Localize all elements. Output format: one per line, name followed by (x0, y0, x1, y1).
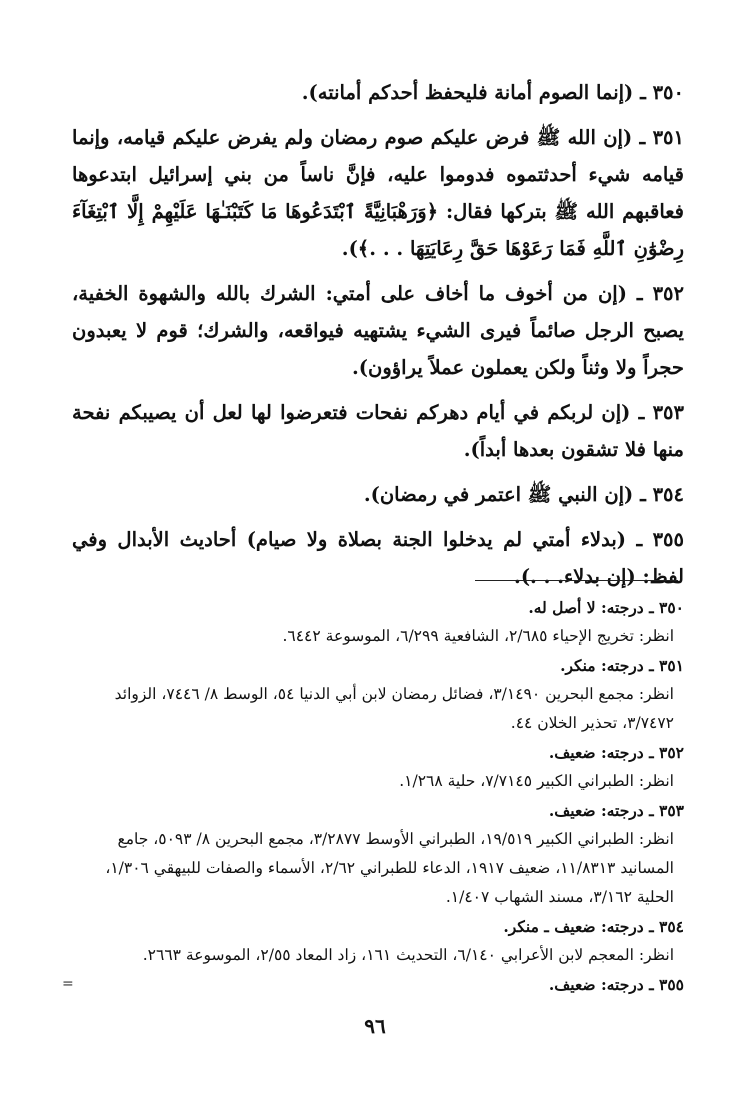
hadith-text: ـ (إن النبي ﷺ اعتمر في رمضان). (363, 483, 653, 506)
footnote-reference: انظر: تخريج الإحياء ٢/٦٨٥، الشافعية ٦/٢٩٩، الموسوعة ٦٤٤٢. (282, 627, 674, 645)
hadith-text: ـ (إنما الصوم أمانة فليحفظ أحدكم أمانته). (301, 81, 653, 104)
footnote-reference: انظر: المعجم لابن الأعرابي ٦/١٤٠، التحديث ١٦١، زاد المعاد ٢/٥٥، الموسوعة ٢٦٦٣. (142, 946, 674, 964)
hadith-number: ٣٥٣ (652, 401, 684, 424)
hadith-item (72, 394, 684, 468)
footnote-grade-line (72, 738, 684, 767)
footnote-label: ٣٥١ ـ درجته: (595, 656, 684, 675)
footnote-grade: منكر. (560, 656, 596, 675)
footnote-label: ٣٥٢ ـ درجته: (595, 743, 684, 762)
footnote-label: ٣٥٣ ـ درجته: (595, 801, 684, 820)
footnote-grade-line (72, 970, 684, 999)
footnote-grade: ضعيف. (548, 801, 596, 820)
footnote-label: ٣٥٥ ـ درجته: (595, 975, 684, 994)
footnote-reference: انظر: مجمع البحرين ٣/١٤٩٠، فضائل رمضان لابن أبي الدنيا ٥٤، الوسط ٨/ ٧٤٤٦، الزوائد ٣/٧٤٧٢، تحذير الخلان ٤٤. (114, 685, 674, 732)
hadith-text: ـ (إن الله ﷺ فرض عليكم صوم رمضان ولم يفرض عليكم قيامه، وإنما قيامه شيء أحدثتموه فدوموا عليه، فإنَّ ناساً من بني إسرائيل ابتدعوها فعاقبهم الله ﷺ بتركها فقال: ﴿وَرَهْبَانِيَّةً ٱبْتَدَعُوهَا مَا كَتَبْنَـٰهَا عَلَيْهِمْ إِلَّا ٱبْتِغَآءَ رِضْوَٰنِ ٱللَّهِ فَمَا رَعَوْهَا حَقَّ رِعَايَتِهَا . . .﴾). (72, 126, 684, 260)
hadith-item (72, 74, 684, 111)
footnote-grade: ضعيف. (548, 743, 596, 762)
footnote-reference: انظر: الطبراني الكبير ١٩/٥١٩، الطبراني الأوسط ٣/٢٨٧٧، مجمع البحرين ٨/ ٥٠٩٣، جامع المسانيد ١١/٨٣١٣، ضعيف ١٩١٧، الدعاء للطبراني ٢/٦٢، الأسماء والصفات للبيهقي ١/٣٠٦، الحلية ٣/١٦٢، مسند الشهاب ١/٤٠٧. (105, 830, 674, 906)
hadith-item (72, 275, 684, 386)
footnote-grade: لا أصل له. (528, 598, 596, 617)
hadith-number: ٣٥٢ (652, 282, 684, 305)
margin-mark: = (62, 976, 74, 992)
footnote-divider (475, 580, 678, 581)
hadith-item (72, 476, 684, 513)
hadith-number: ٣٥٥ (652, 528, 684, 551)
hadith-list (72, 74, 684, 603)
hadith-text: ـ (بدلاء أمتي لم يدخلوا الجنة بصلاة ولا صيام) أحاديث الأبدال وفي لفظ: (إن بدلاء. . .). (72, 528, 684, 588)
page-number: ٩٦ (364, 1014, 386, 1038)
footnote-grade: ضعيف ـ منكر. (503, 917, 596, 936)
footnote-grade-line (72, 912, 684, 941)
footnote-grade: ضعيف. (548, 975, 596, 994)
footnote-label: ٣٥٤ ـ درجته: (595, 917, 684, 936)
hadith-text: ـ (إن من أخوف ما أخاف على أمتي: الشرك بالله والشهوة الخفية، يصبح الرجل صائماً فيرى الشيء يشتهيه فيواقعه، والشرك؛ قوم لا يعبدون حجراً ولا وثناً ولكن يعملون عملاً يراؤون). (72, 282, 684, 379)
hadith-item (72, 119, 684, 267)
hadith-number: ٣٥٤ (652, 483, 684, 506)
footnote-grade-line (72, 593, 684, 622)
hadith-text: ـ (إن لربكم في أيام دهركم نفحات فتعرضوا لها لعل أن يصيبكم نفحة منها فلا تشقون بعدها أبداً). (72, 401, 684, 461)
footnote-grade-line (72, 651, 684, 680)
footnote-reference: انظر: الطبراني الكبير ٧/٧١٤٥، حلية ١/٢٦٨. (399, 772, 674, 790)
footnote-grade-line (72, 796, 684, 825)
hadith-number: ٣٥٠ (652, 81, 684, 104)
hadith-number: ٣٥١ (652, 126, 684, 149)
footnotes (72, 593, 684, 999)
hadith-item (72, 521, 684, 595)
footnote-label: ٣٥٠ ـ درجته: (595, 598, 684, 617)
